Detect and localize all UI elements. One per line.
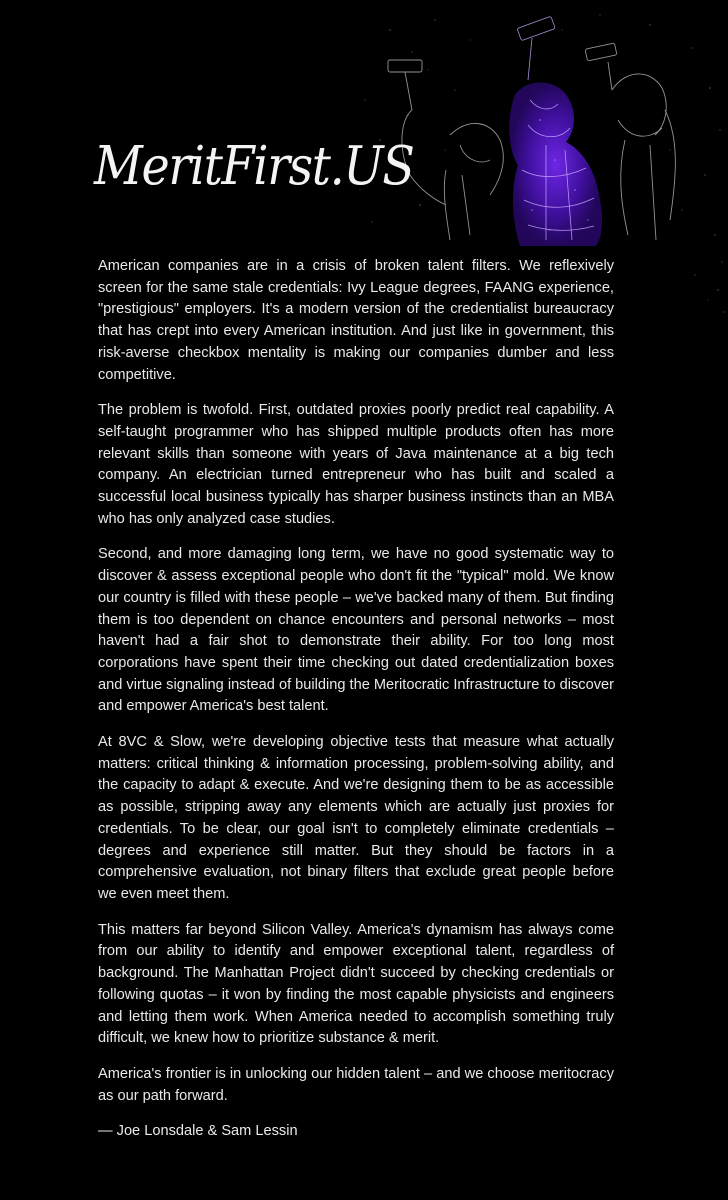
article-paragraph: The problem is twofold. First, outdated proxies poorly predict real capability. A self-taught programmer who has shipped multiple products often has more relevant skills than someone with years of Java maintenance at a big tech company. An electrician turned entrepreneur who has built and scaled a successful local business typically has sharper business instincts than an MBA who has only analyzed case studies.: [98, 402, 614, 527]
article-paragraph: At 8VC & Slow, we're developing objective tests that measure what actually matters: critical thinking & information processing, problem-solving ability, and the capacity to adapt & execute. And we're designing them to be as accessible as possible, stripping away any elements which are actually just proxies for credentials. To be clear, our goal isn't to completely eliminate credentials – degrees and experience still matter. But they should be factors in a comprehensive evaluation, not binary filters that exclude great people before we even meet them.: [98, 734, 614, 902]
article-paragraph: This matters far beyond Silicon Valley. America's dynamism has always come from our ability to identify and empower exceptional talent, regardless of background. The Manhattan Project didn't succeed by checking credentials or following quotas – it won by finding the most capable physicists and engineers and letting them work. When America needed to accomplish something truly difficult, we knew how to prioritize substance & merit.: [98, 921, 614, 1047]
article-body: [98, 256, 614, 1157]
article-paragraph: American companies are in a crisis of broken talent filters. We reflexively screen for the same stale credentials: Ivy League degrees, FAANG experience, "prestigious" employers. It's a modern version of the credentialist bureaucracy that has crept into every American institution. And just like in government, this risk-averse checkbox mentality is making our companies dumber and less competitive.: [98, 258, 614, 383]
page-title: MeritFirst.US: [94, 136, 414, 197]
article-paragraph: America's frontier is in unlocking our hidden talent – and we choose meritocracy as our path forward.: [98, 1065, 614, 1104]
author-signature: — Joe Lonsdale & Sam Lessin: [98, 1123, 298, 1140]
article-paragraph: Second, and more damaging long term, we have no good systematic way to discover & assess exceptional people who don't fit the "typical" mold. We know our country is filled with these people – we've backed many of them. But finding them is too dependent on chance encounters and personal networks – most haven't had a fair shot to demonstrate their ability. For too long most corporations have spent their time checking out dated credentialization boxes and virtue signaling instead of building the Meritocratic Infrastructure to discover and empower America's best talent.: [98, 546, 614, 715]
